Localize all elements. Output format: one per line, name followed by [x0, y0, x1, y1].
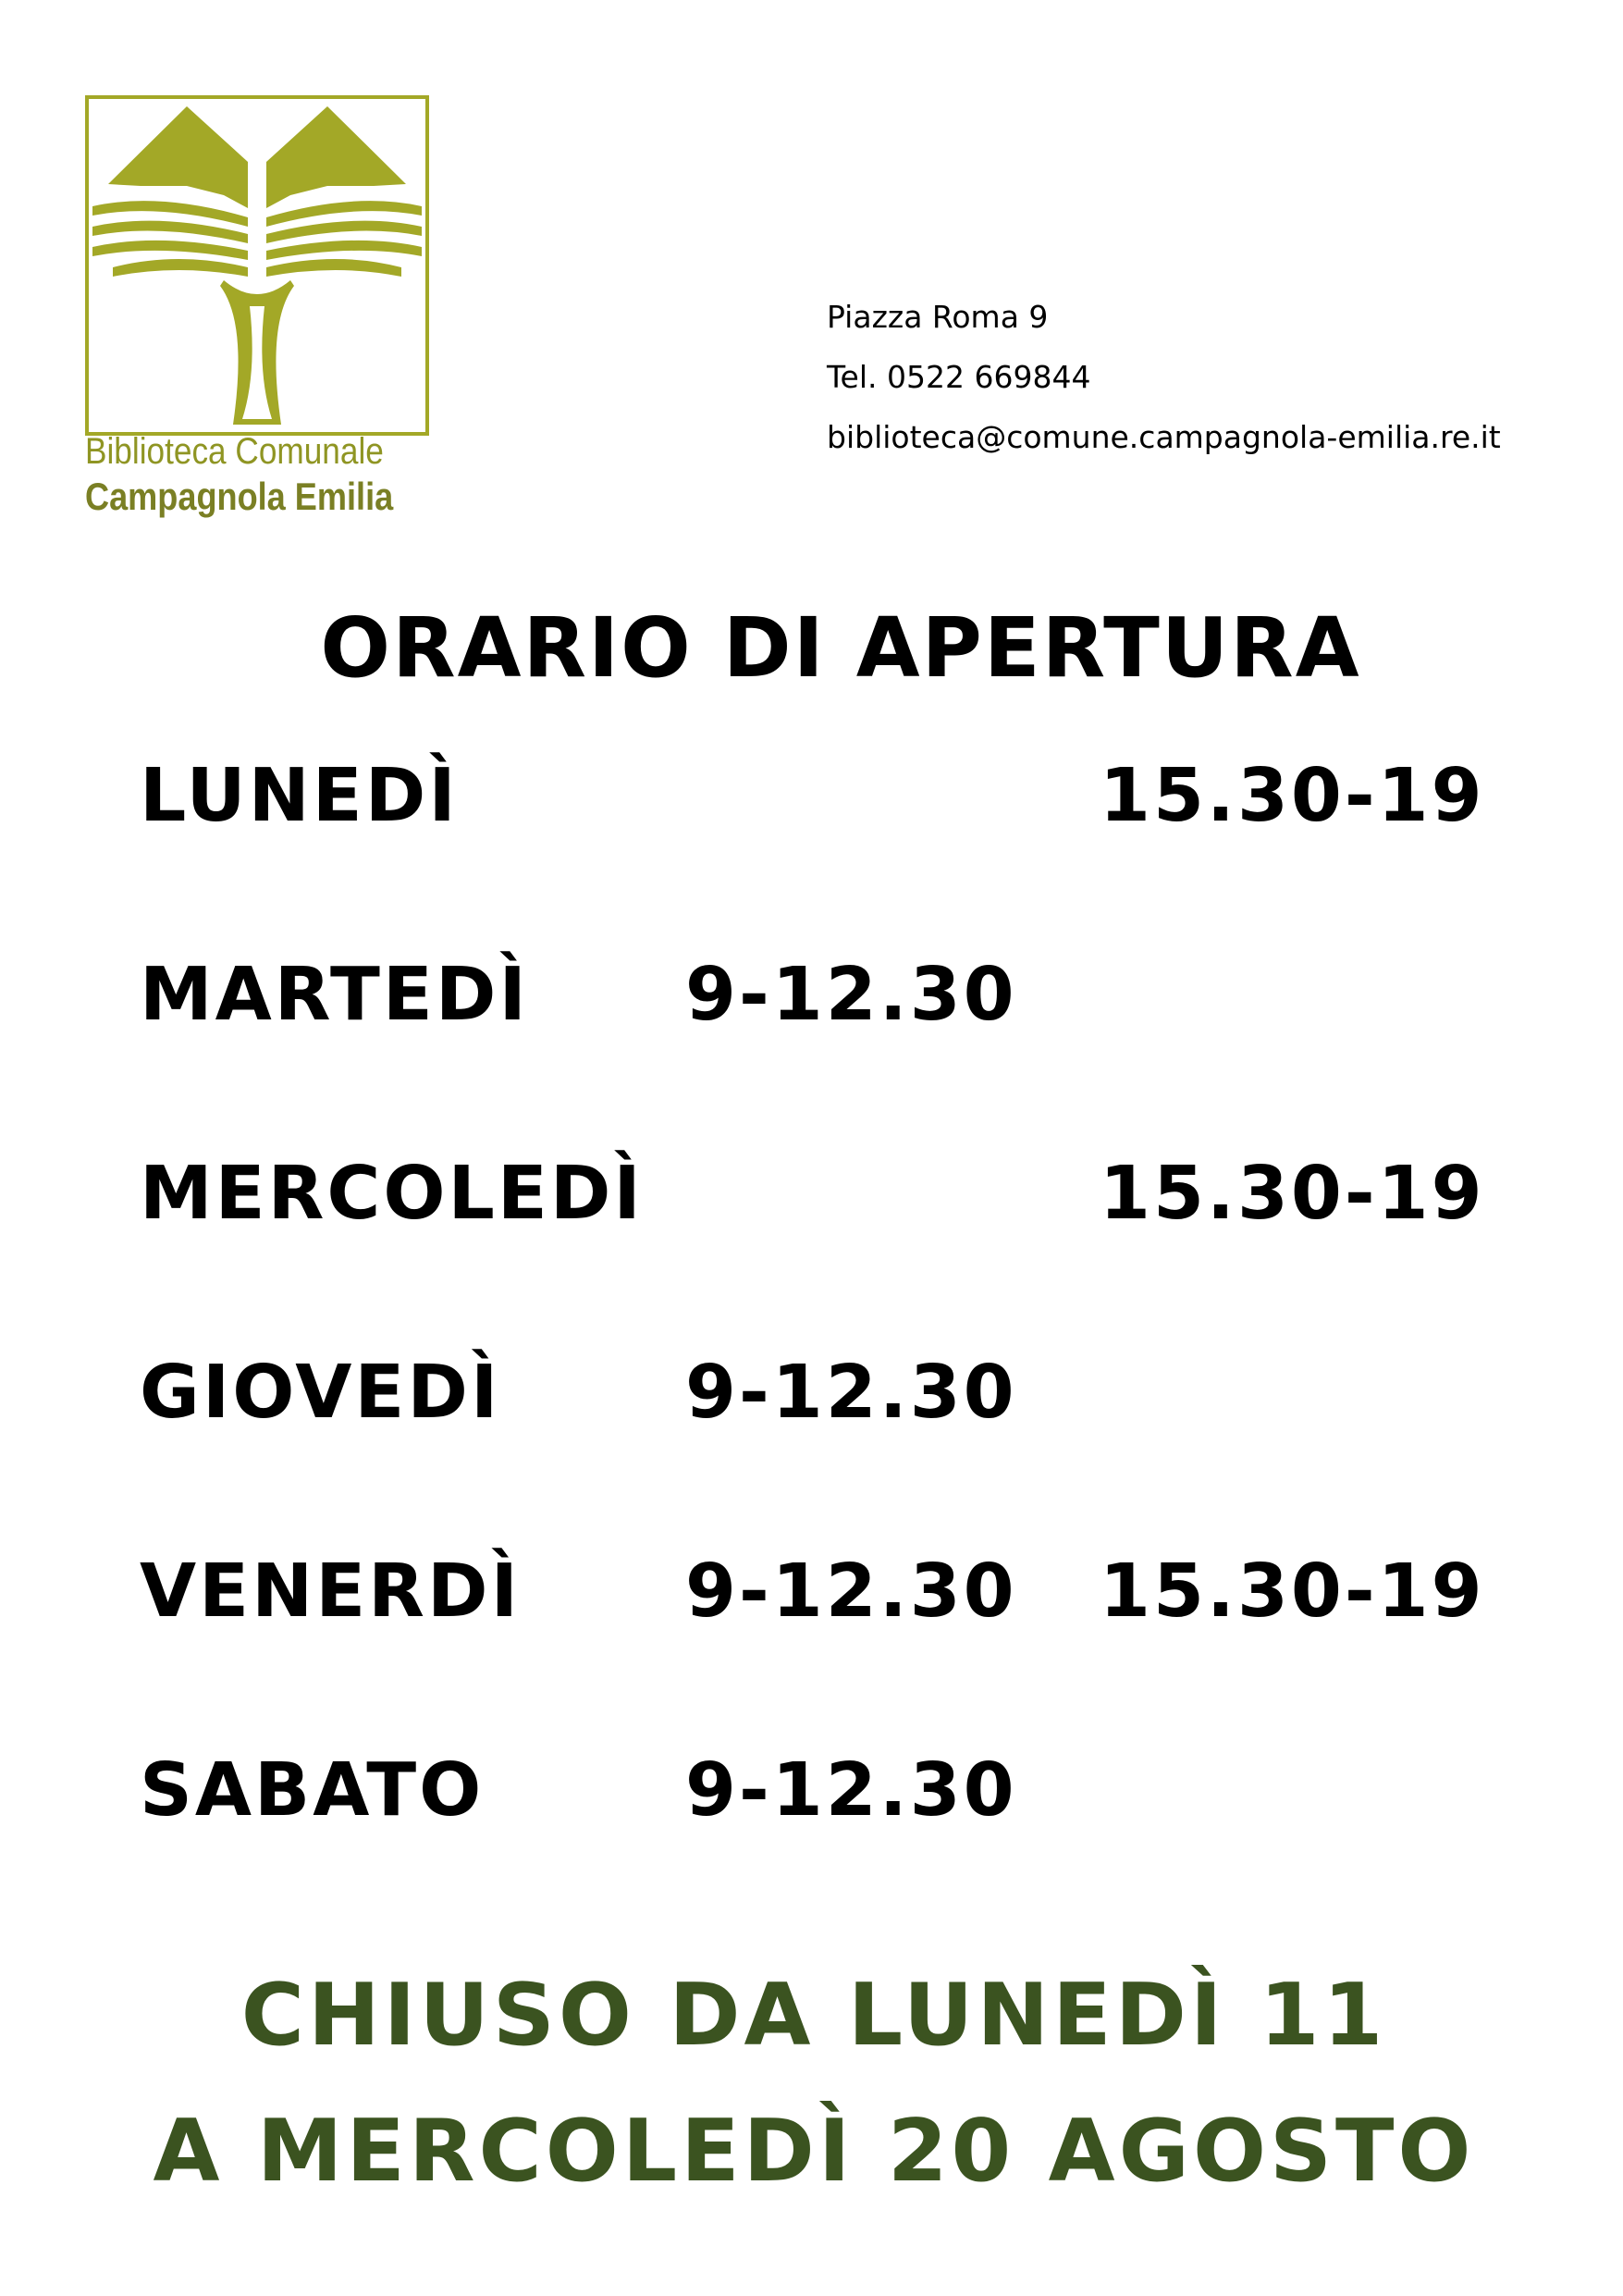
day-label: SABATO: [140, 1747, 485, 1833]
email: biblioteca@comune.campagnola-emilia.re.it: [827, 419, 1501, 455]
day-label: VENERDÌ: [140, 1549, 521, 1634]
closure-notice-line1: CHIUSO DA LUNEDÌ 11: [240, 1965, 1387, 2065]
logo-line-town: Campagnola Emilia: [85, 475, 394, 518]
opening-hours-table: [140, 749, 1527, 1943]
closure-notice-line2: A MERCOLEDÌ 20 AGOSTO: [153, 2101, 1475, 2201]
closure-notice: [0, 1947, 1623, 2219]
schedule-row-friday: [140, 1545, 1527, 1744]
day-label: LUNEDÌ: [140, 753, 459, 838]
afternoon-hours: 15.30-19: [1100, 1151, 1485, 1236]
schedule-row-wednesday: [140, 1147, 1527, 1346]
schedule-row-monday: [140, 749, 1527, 948]
schedule-row-tuesday: [140, 948, 1527, 1147]
logo-line-biblioteca: Biblioteca Comunale: [85, 431, 384, 472]
library-logo-icon: [85, 95, 429, 436]
afternoon-hours: 15.30-19: [1100, 1549, 1485, 1634]
page-title: ORARIO DI APERTURA: [320, 599, 1361, 696]
contact-info: [827, 296, 1501, 476]
day-label: MERCOLEDÌ: [140, 1151, 644, 1236]
day-label: GIOVEDÌ: [140, 1350, 501, 1435]
address: Piazza Roma 9: [827, 299, 1049, 335]
morning-hours: 9-12.30: [685, 952, 1017, 1037]
afternoon-hours: 15.30-19: [1100, 753, 1485, 838]
day-label: MARTEDÌ: [140, 952, 529, 1037]
morning-hours: 9-12.30: [685, 1747, 1017, 1833]
schedule-row-thursday: [140, 1346, 1527, 1545]
schedule-row-saturday: [140, 1744, 1527, 1943]
phone: Tel. 0522 669844: [827, 359, 1091, 395]
library-logo-wordmark: [85, 433, 436, 516]
morning-hours: 9-12.30: [685, 1549, 1017, 1634]
morning-hours: 9-12.30: [685, 1350, 1017, 1435]
